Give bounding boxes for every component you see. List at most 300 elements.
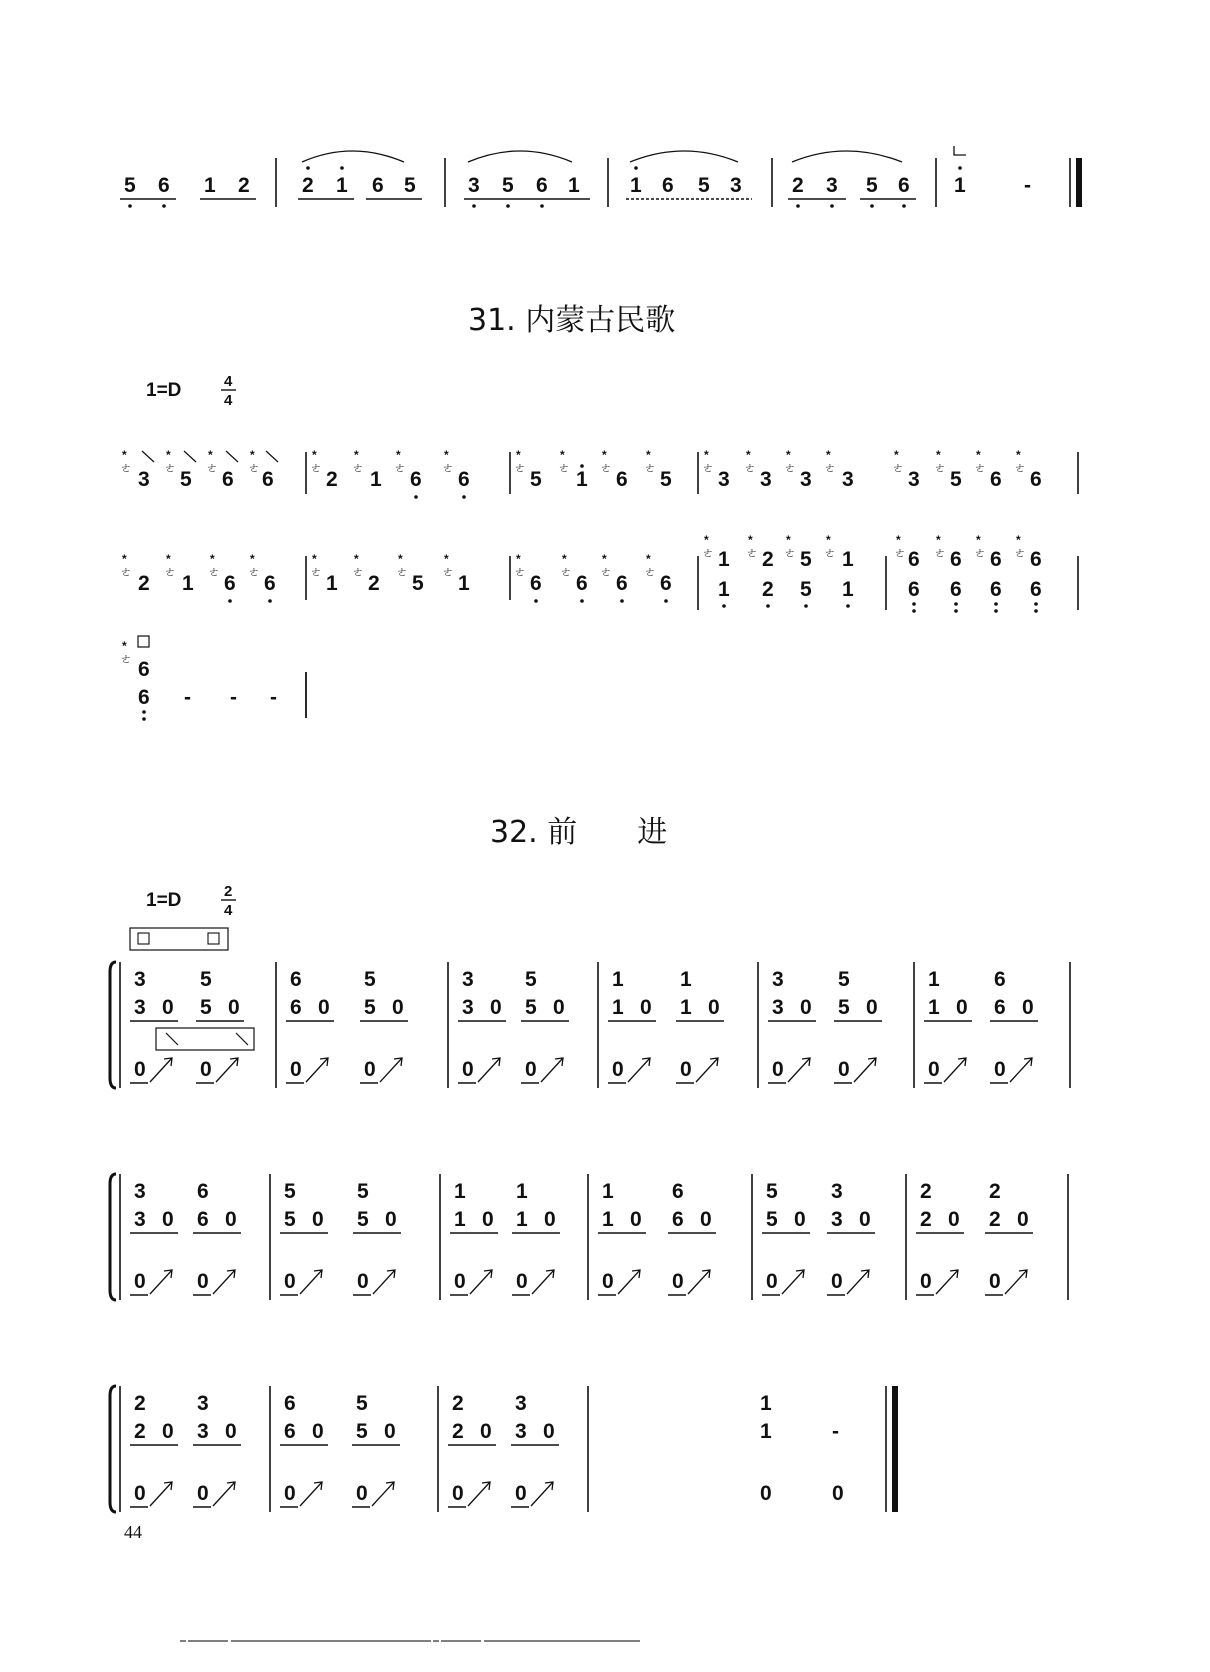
slide-arrow-icon — [936, 1270, 958, 1294]
svg-text:ㄜ: ㄜ — [1014, 461, 1027, 475]
svg-text:*: * — [894, 448, 899, 462]
note: 0 — [630, 1208, 642, 1231]
note: 0 — [452, 1482, 464, 1505]
note: 3 — [134, 1180, 146, 1203]
svg-text:*: * — [250, 448, 255, 462]
note: 2 — [989, 1208, 1001, 1231]
note: 1 — [630, 174, 642, 197]
note: 6 — [990, 468, 1002, 491]
note: 5 — [357, 1208, 369, 1231]
note: 1 — [458, 572, 470, 595]
svg-text:ㄜ: ㄜ — [644, 461, 657, 475]
note: 0 — [800, 996, 812, 1019]
piece32-title: 32. 前 进 — [490, 815, 668, 850]
note: 3 — [826, 174, 838, 197]
note: 6 — [908, 578, 920, 601]
note: 0 — [197, 1270, 209, 1293]
note: 5 — [124, 174, 136, 197]
note: 0 — [994, 1058, 1006, 1081]
note: 5 — [356, 1420, 368, 1443]
note: 1 — [760, 1392, 772, 1415]
note: 5 — [284, 1180, 296, 1203]
note: 3 — [842, 468, 854, 491]
svg-text:ㄜ: ㄜ — [558, 461, 571, 475]
note: 6 — [950, 548, 962, 571]
svg-text:*: * — [786, 448, 791, 462]
note: 6 — [197, 1180, 209, 1203]
svg-text:ㄜ: ㄜ — [442, 565, 455, 579]
note: 2 — [920, 1180, 932, 1203]
note: 5 — [800, 578, 812, 601]
piece31-line1 — [120, 448, 1078, 499]
ornament — [1014, 448, 1026, 475]
svg-text:*: * — [602, 448, 607, 462]
ornament — [442, 552, 454, 579]
svg-text:*: * — [1016, 533, 1021, 547]
ornament — [352, 448, 364, 475]
note: 0 — [480, 1420, 492, 1443]
piece31-key-signature — [146, 373, 236, 409]
note: 2 — [238, 174, 250, 197]
note: 0 — [225, 1420, 237, 1443]
note: 6 — [224, 572, 236, 595]
note: 0 — [766, 1270, 778, 1293]
note: 6 — [222, 468, 234, 491]
note: 0 — [162, 1420, 174, 1443]
ornament — [892, 448, 904, 475]
svg-text:*: * — [398, 552, 403, 566]
note: 6 — [576, 572, 588, 595]
slide-arrow-icon — [532, 1270, 554, 1294]
svg-text:*: * — [122, 448, 127, 462]
ornament — [934, 533, 946, 560]
svg-text:*: * — [704, 448, 709, 462]
note: 3 — [730, 174, 742, 197]
slide-arrow-icon — [150, 1270, 172, 1294]
note: 5 — [525, 968, 537, 991]
note: 0 — [290, 1058, 302, 1081]
note: 0 — [284, 1482, 296, 1505]
note: 0 — [384, 1420, 396, 1443]
slide-arrow-icon — [300, 1482, 322, 1506]
note: 2 — [368, 572, 380, 595]
note: 5 — [364, 968, 376, 991]
ornament — [120, 448, 132, 475]
svg-text:*: * — [210, 552, 215, 566]
note: 5 — [660, 468, 672, 491]
note: 6 — [662, 174, 674, 197]
note: 1 — [928, 996, 940, 1019]
note: 6 — [616, 572, 628, 595]
note: 2 — [134, 1392, 146, 1415]
note: 6 — [284, 1420, 296, 1443]
svg-text:*: * — [122, 639, 127, 653]
slur — [468, 151, 572, 162]
note: 6 — [990, 548, 1002, 571]
note: 0 — [700, 1208, 712, 1231]
note: 0 — [162, 996, 174, 1019]
note: 6 — [1030, 578, 1042, 601]
ornament — [514, 448, 526, 475]
time-sig-top: 4 — [224, 373, 233, 390]
svg-text:*: * — [122, 552, 127, 566]
note: 5 — [200, 968, 212, 991]
svg-text:ㄜ: ㄜ — [248, 461, 261, 475]
note: 5 — [284, 1208, 296, 1231]
note: 3 — [760, 468, 772, 491]
note: 0 — [364, 1058, 376, 1081]
note: 5 — [412, 572, 424, 595]
slur — [302, 151, 404, 162]
slide-arrow-icon — [944, 1058, 966, 1082]
technique-box — [130, 928, 228, 950]
key-label: 1=D — [146, 380, 182, 401]
svg-text:ㄜ: ㄜ — [746, 546, 759, 560]
svg-text:*: * — [516, 552, 521, 566]
svg-text:*: * — [826, 448, 831, 462]
note: 5 — [404, 174, 416, 197]
svg-text:*: * — [646, 552, 651, 566]
svg-text:ㄜ: ㄜ — [514, 565, 527, 579]
note: 5 — [838, 968, 850, 991]
note: 3 — [462, 996, 474, 1019]
note: 1 — [928, 968, 940, 991]
note: 2 — [452, 1420, 464, 1443]
svg-text:ㄜ: ㄜ — [396, 565, 409, 579]
ornament — [746, 533, 758, 560]
ornament — [784, 533, 796, 560]
svg-text:ㄜ: ㄜ — [702, 546, 715, 560]
ornament — [248, 552, 260, 579]
note: 6 — [284, 1392, 296, 1415]
ornament — [644, 552, 656, 579]
svg-text:ㄜ: ㄜ — [974, 546, 987, 560]
slide-arrow-icon — [373, 1270, 395, 1294]
system-1 — [110, 962, 1070, 1088]
system-bracket — [110, 1386, 116, 1512]
slide-arrow-icon — [478, 1058, 500, 1082]
svg-text:ㄜ: ㄜ — [600, 461, 613, 475]
system-bracket — [110, 1174, 116, 1300]
svg-text:*: * — [786, 533, 791, 547]
svg-text:*: * — [936, 448, 941, 462]
note: 0 — [640, 996, 652, 1019]
ornament — [164, 448, 176, 475]
note: 0 — [543, 1420, 555, 1443]
note: 3 — [462, 968, 474, 991]
note: 0 — [612, 1058, 624, 1081]
note: 1 — [336, 174, 348, 197]
svg-text:*: * — [560, 448, 565, 462]
svg-text:*: * — [748, 533, 753, 547]
svg-text:ㄜ: ㄜ — [164, 461, 177, 475]
svg-text:ㄜ: ㄜ — [744, 461, 757, 475]
ornament — [208, 552, 220, 579]
note: 0 — [602, 1270, 614, 1293]
time-sig-top: 2 — [224, 883, 233, 900]
ornament — [442, 448, 454, 475]
note: 6 — [908, 548, 920, 571]
note: 6 — [262, 468, 274, 491]
note: 1 — [182, 572, 194, 595]
note: 1 — [370, 468, 382, 491]
ornament — [702, 448, 714, 475]
note: 3 — [197, 1392, 209, 1415]
note: 0 — [866, 996, 878, 1019]
svg-text:*: * — [646, 448, 651, 462]
note: 6 — [1030, 548, 1042, 571]
time-sig-bottom: 4 — [224, 392, 233, 409]
note: 0 — [928, 1058, 940, 1081]
ornament — [310, 552, 322, 579]
ornament — [600, 448, 612, 475]
svg-text:ㄜ: ㄜ — [120, 565, 133, 579]
note: 3 — [515, 1392, 527, 1415]
note: 2 — [326, 468, 338, 491]
svg-text:*: * — [166, 552, 171, 566]
note: 6 — [138, 658, 150, 681]
note: 1 — [602, 1180, 614, 1203]
note: 0 — [832, 1482, 844, 1505]
slide-arrow-icon — [847, 1270, 869, 1294]
note: 0 — [672, 1270, 684, 1293]
note: 6 — [197, 1208, 209, 1231]
dash: - — [230, 686, 237, 709]
note: 6 — [138, 686, 150, 709]
slide-arrow-icon — [696, 1058, 718, 1082]
time-sig-bottom: 4 — [224, 902, 233, 919]
note: 5 — [766, 1208, 778, 1231]
note: 1 — [680, 968, 692, 991]
svg-text:ㄜ: ㄜ — [310, 461, 323, 475]
note: 0 — [318, 996, 330, 1019]
note: 0 — [284, 1270, 296, 1293]
svg-text:ㄜ: ㄜ — [974, 461, 987, 475]
svg-text:*: * — [704, 533, 709, 547]
note: 3 — [134, 996, 146, 1019]
svg-text:ㄜ: ㄜ — [1014, 546, 1027, 560]
slide-arrow-icon — [541, 1058, 563, 1082]
svg-text:ㄜ: ㄜ — [120, 652, 133, 666]
note: 0 — [794, 1208, 806, 1231]
note: 0 — [1017, 1208, 1029, 1231]
svg-text:*: * — [976, 533, 981, 547]
note: 2 — [762, 578, 774, 601]
note: 6 — [616, 468, 628, 491]
note: 0 — [392, 996, 404, 1019]
slide-arrow-icon — [150, 1482, 172, 1506]
ornament — [974, 533, 986, 560]
note: 0 — [228, 996, 240, 1019]
svg-text:*: * — [562, 552, 567, 566]
note: 6 — [994, 968, 1006, 991]
svg-text:ㄜ: ㄜ — [164, 565, 177, 579]
svg-text:ㄜ: ㄜ — [514, 461, 527, 475]
slide-arrow-icon — [306, 1058, 328, 1082]
svg-text:*: * — [444, 552, 449, 566]
note: 1 — [718, 578, 730, 601]
note: 2 — [138, 572, 150, 595]
note: 2 — [920, 1208, 932, 1231]
slide-arrow-icon — [300, 1270, 322, 1294]
svg-text:*: * — [312, 448, 317, 462]
system-2 — [110, 1174, 1068, 1300]
ornament — [974, 448, 986, 475]
svg-text:ㄜ: ㄜ — [600, 565, 613, 579]
svg-text:ㄜ: ㄜ — [352, 565, 365, 579]
ornament — [894, 533, 906, 560]
note: 5 — [525, 996, 537, 1019]
note: 3 — [772, 996, 784, 1019]
note: 1 — [204, 174, 216, 197]
note: 0 — [454, 1270, 466, 1293]
slide-arrow-icon — [1005, 1270, 1027, 1294]
note: - — [832, 1420, 839, 1443]
slide-arrow-icon — [468, 1482, 490, 1506]
note: 3 — [772, 968, 784, 991]
svg-text:ㄜ: ㄜ — [784, 546, 797, 560]
note: 6 — [290, 968, 302, 991]
note: 1 — [718, 548, 730, 571]
ornament — [824, 533, 836, 560]
note: 6 — [660, 572, 672, 595]
note: 0 — [134, 1482, 146, 1505]
note: 0 — [200, 1058, 212, 1081]
note: 3 — [468, 174, 480, 197]
note: 0 — [134, 1270, 146, 1293]
note: 1 — [516, 1208, 528, 1231]
slide-arrow-icon — [854, 1058, 876, 1082]
ornament — [394, 448, 406, 475]
ornament — [824, 448, 836, 475]
note: 0 — [356, 1482, 368, 1505]
note: 2 — [452, 1392, 464, 1415]
note: 6 — [536, 174, 548, 197]
note: 0 — [385, 1208, 397, 1231]
note: 6 — [672, 1208, 684, 1231]
note: 0 — [989, 1270, 1001, 1293]
svg-text:ㄜ: ㄜ — [824, 546, 837, 560]
svg-text:*: * — [208, 448, 213, 462]
svg-text:ㄜ: ㄜ — [892, 461, 905, 475]
ornament — [120, 639, 132, 666]
note: 5 — [364, 996, 376, 1019]
note: 3 — [908, 468, 920, 491]
ornament — [1014, 533, 1026, 560]
svg-text:*: * — [516, 448, 521, 462]
note: 2 — [134, 1420, 146, 1443]
note: 6 — [410, 468, 422, 491]
svg-text:*: * — [746, 448, 751, 462]
ornament — [600, 552, 612, 579]
note: 5 — [200, 996, 212, 1019]
note: 2 — [989, 1180, 1001, 1203]
note: 0 — [197, 1482, 209, 1505]
ornament — [164, 552, 176, 579]
note: 5 — [357, 1180, 369, 1203]
slide-arrow-icon — [216, 1058, 238, 1082]
note: 3 — [134, 968, 146, 991]
note: 1 — [954, 174, 966, 197]
note: 0 — [772, 1058, 784, 1081]
ornament — [784, 448, 796, 475]
note: 1 — [612, 996, 624, 1019]
note: 6 — [950, 578, 962, 601]
slur — [792, 151, 902, 162]
page-number: 44 — [124, 1522, 142, 1542]
note: 5 — [698, 174, 710, 197]
slide-arrow-icon — [788, 1058, 810, 1082]
ornament — [702, 533, 714, 560]
svg-text:*: * — [826, 533, 831, 547]
note: 0 — [760, 1482, 772, 1505]
svg-text:ㄜ: ㄜ — [352, 461, 365, 475]
note: 1 — [602, 1208, 614, 1231]
note: 0 — [831, 1270, 843, 1293]
note: 1 — [516, 1180, 528, 1203]
note: 1 — [760, 1420, 772, 1443]
piece31-line3 — [120, 636, 306, 721]
piece31-line2 — [120, 533, 1078, 613]
slide-arrow-icon — [213, 1482, 235, 1506]
ornament — [248, 448, 260, 475]
svg-text:*: * — [396, 448, 401, 462]
note: 0 — [357, 1270, 369, 1293]
piece31-title: 31. 内蒙古民歌 — [468, 303, 676, 338]
svg-text:ㄜ: ㄜ — [784, 461, 797, 475]
svg-text:*: * — [936, 533, 941, 547]
note: 1 — [454, 1180, 466, 1203]
note: 2 — [302, 174, 314, 197]
system-3 — [110, 1386, 895, 1512]
slide-arrow-icon — [782, 1270, 804, 1294]
note: 0 — [516, 1270, 528, 1293]
note: 0 — [553, 996, 565, 1019]
slur — [630, 151, 738, 162]
note: 6 — [994, 996, 1006, 1019]
note: 0 — [225, 1208, 237, 1231]
ornament — [352, 552, 364, 579]
svg-text:ㄜ: ㄜ — [894, 546, 907, 560]
note: 1 — [612, 968, 624, 991]
ornament — [558, 448, 570, 475]
note: 5 — [766, 1180, 778, 1203]
note: 5 — [530, 468, 542, 491]
svg-text:ㄜ: ㄜ — [310, 565, 323, 579]
note: 6 — [158, 174, 170, 197]
note: 6 — [264, 572, 276, 595]
svg-text:ㄜ: ㄜ — [394, 461, 407, 475]
note: 2 — [762, 548, 774, 571]
note: 1 — [680, 996, 692, 1019]
svg-text:ㄜ: ㄜ — [560, 565, 573, 579]
note: 1 — [326, 572, 338, 595]
ornament — [644, 448, 656, 475]
note: 5 — [800, 548, 812, 571]
ornament — [744, 448, 756, 475]
note: 6 — [898, 174, 910, 197]
ornament — [934, 448, 946, 475]
note: 0 — [680, 1058, 692, 1081]
note: 0 — [134, 1058, 146, 1081]
note: 3 — [718, 468, 730, 491]
technique-box — [156, 1028, 254, 1050]
svg-text:ㄜ: ㄜ — [208, 565, 221, 579]
slide-arrow-icon — [688, 1270, 710, 1294]
note: 6 — [290, 996, 302, 1019]
svg-text:ㄜ: ㄜ — [934, 546, 947, 560]
dash: - — [184, 686, 191, 709]
